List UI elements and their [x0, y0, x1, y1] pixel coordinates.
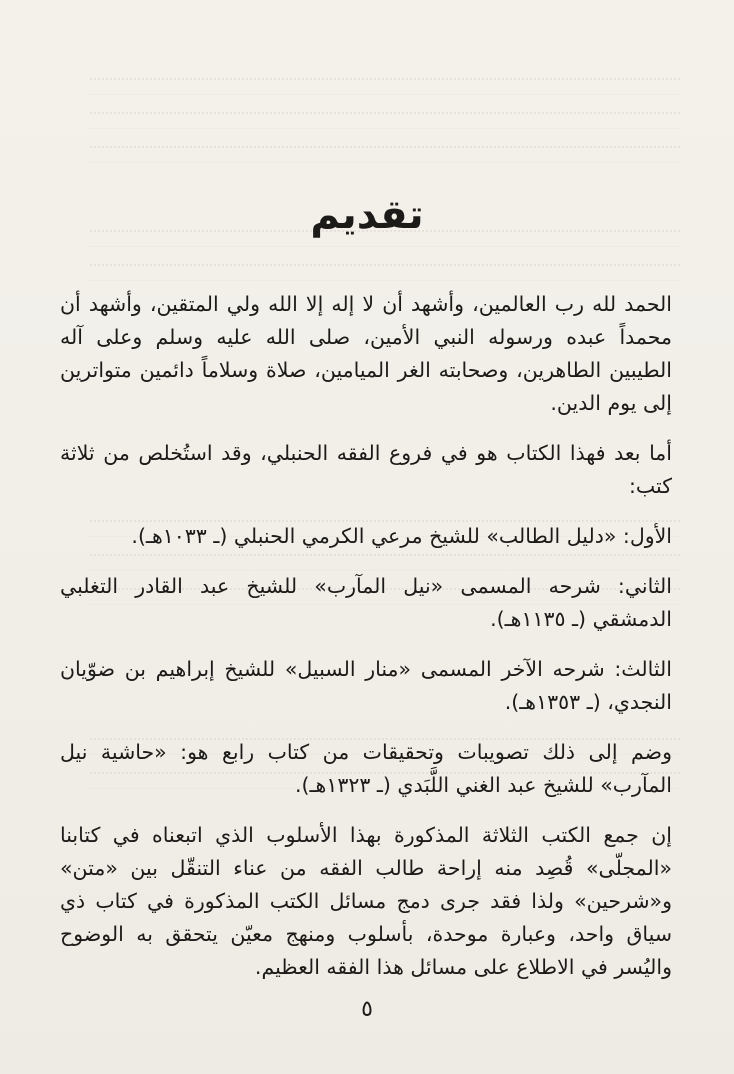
page-title: تقديم	[310, 192, 424, 238]
body-text	[60, 288, 672, 1001]
bleed-through-line	[90, 112, 680, 129]
paragraph-method: إن جمع الكتب الثلاثة المذكورة بهذا الأسلوب الذي اتبعناه في كتابنا «المجلّى» قُصِد منه إراحة طالب الفقه من عناء التنقّل بين «متن» و«شرحين» ولذا فقد جرى دمج مسائل الكتب المذكورة في كتاب ذي سياق واحد، وعبارة موحدة، بأسلوب ومنهج معيّن يتحقق به الوضوح واليُسر في الاطلاع على مسائل هذا الفقه العظيم.	[60, 823, 672, 979]
paragraph-intro: أما بعد فهذا الكتاب هو في فروع الفقه الحنبلي، وقد استُخلص من ثلاثة كتب:	[60, 441, 672, 498]
paragraph-fourth-book: وضم إلى ذلك تصويبات وتحقيقات من كتاب رابع هو: «حاشية نيل المآرب» للشيخ عبد الغني اللَّبَدي (ـ ١٣٢٣هـ).	[60, 740, 672, 797]
bleed-through-line	[90, 264, 680, 281]
page-number: ٥	[361, 997, 373, 1022]
paragraph-opening: الحمد لله رب العالمين، وأشهد أن لا إله إلا الله ولي المتقين، وأشهد أن محمداً عبده ورسوله النبي الأمين، صلى الله عليه وسلم وعلى آله الطيبين الطاهرين، وصحابته الغر الميامين، صلاة وسلاماً دائمين متواترين إلى يوم الدين.	[60, 292, 672, 415]
paragraph-second-book: الثاني: شرحه المسمى «نيل المآرب» للشيخ عبد القادر التغلبي الدمشقي (ـ ١١٣٥هـ).	[60, 574, 672, 631]
bleed-through-line	[90, 78, 680, 95]
bleed-through-line	[90, 146, 680, 163]
paragraph-first-book: الأول: «دليل الطالب» للشيخ مرعي الكرمي الحنبلي (ـ ١٠٣٣هـ).	[131, 524, 672, 548]
paragraph-third-book: الثالث: شرحه الآخر المسمى «منار السبيل» للشيخ إبراهيم بن ضوّيان النجدي، (ـ ١٣٥٣هـ).	[60, 657, 672, 714]
